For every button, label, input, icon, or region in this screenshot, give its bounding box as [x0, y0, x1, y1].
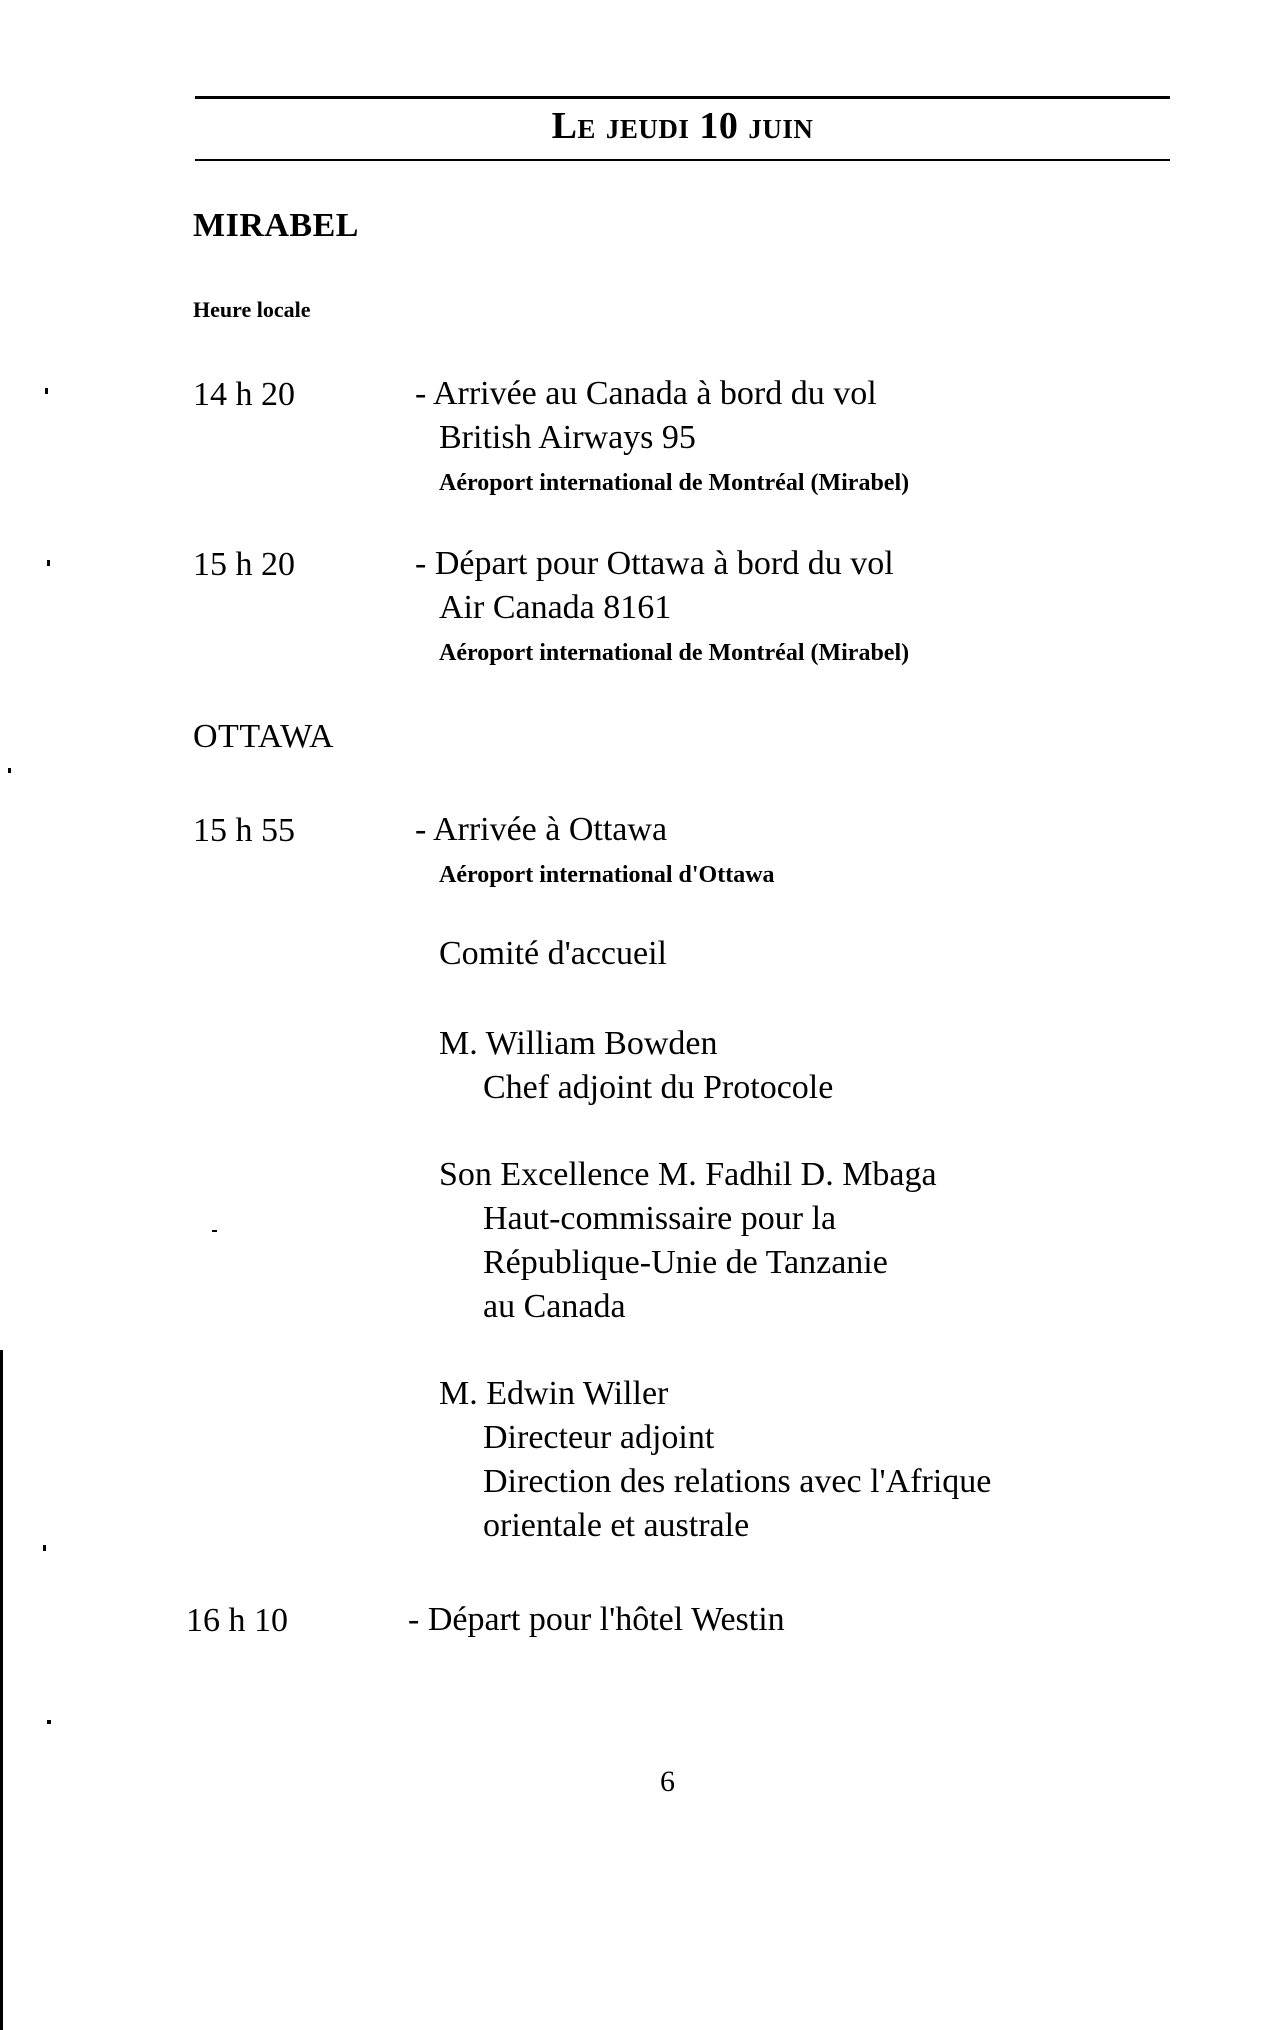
schedule-description [415, 372, 877, 460]
member-role-line: au Canada [483, 1288, 626, 1325]
description-line: - Arrivée à Ottawa [415, 811, 668, 848]
section-heading-ottawa: OTTAWA [193, 718, 335, 755]
member-name: M. Edwin Willer [439, 1375, 669, 1412]
member-role-line: Chef adjoint du Protocole [483, 1069, 834, 1106]
member-name: Son Excellence M. Fadhil D. Mbaga [439, 1156, 937, 1193]
schedule-description [415, 542, 894, 630]
member-role-line: République-Unie de Tanzanie [483, 1244, 888, 1281]
committee-member [439, 1153, 937, 1329]
member-role-line: Directeur adjoint [483, 1419, 715, 1456]
scan-edge-shadow [0, 1350, 3, 2030]
section-heading-mirabel: MIRABEL [193, 207, 359, 244]
description-line: Air Canada 8161 [439, 589, 672, 626]
local-time-note: Heure locale [193, 297, 311, 322]
schedule-description [415, 808, 667, 852]
page-number: 6 [660, 1765, 675, 1798]
schedule-description [408, 1598, 785, 1642]
venue-label: Aéroport international de Montréal (Mirabel) [439, 640, 910, 666]
committee-member [439, 1372, 991, 1548]
schedule-time: 14 h 20 [193, 376, 295, 413]
member-role-line: Direction des relations avec l'Afrique [483, 1463, 992, 1500]
schedule-time: 16 h 10 [186, 1602, 288, 1639]
committee-member [439, 1022, 833, 1110]
member-role-line: Haut-commissaire pour la [483, 1200, 837, 1237]
description-line: British Airways 95 [439, 419, 696, 456]
page-header: Le jeudi 10 juin [551, 105, 814, 147]
schedule-time: 15 h 20 [193, 546, 295, 583]
member-role-line: orientale et australe [483, 1507, 750, 1544]
header-rule-bottom [195, 159, 1170, 161]
member-name: M. William Bowden [439, 1025, 718, 1062]
welcome-committee-title: Comité d'accueil [439, 935, 667, 972]
schedule-time: 15 h 55 [193, 812, 295, 849]
venue-label: Aéroport international de Montréal (Mirabel) [439, 470, 910, 496]
description-line: - Départ pour l'hôtel Westin [408, 1601, 785, 1638]
header-rule-top [195, 96, 1170, 99]
venue-label: Aéroport international d'Ottawa [439, 862, 775, 888]
description-line: - Arrivée au Canada à bord du vol [415, 375, 877, 412]
description-line: - Départ pour Ottawa à bord du vol [415, 545, 894, 582]
